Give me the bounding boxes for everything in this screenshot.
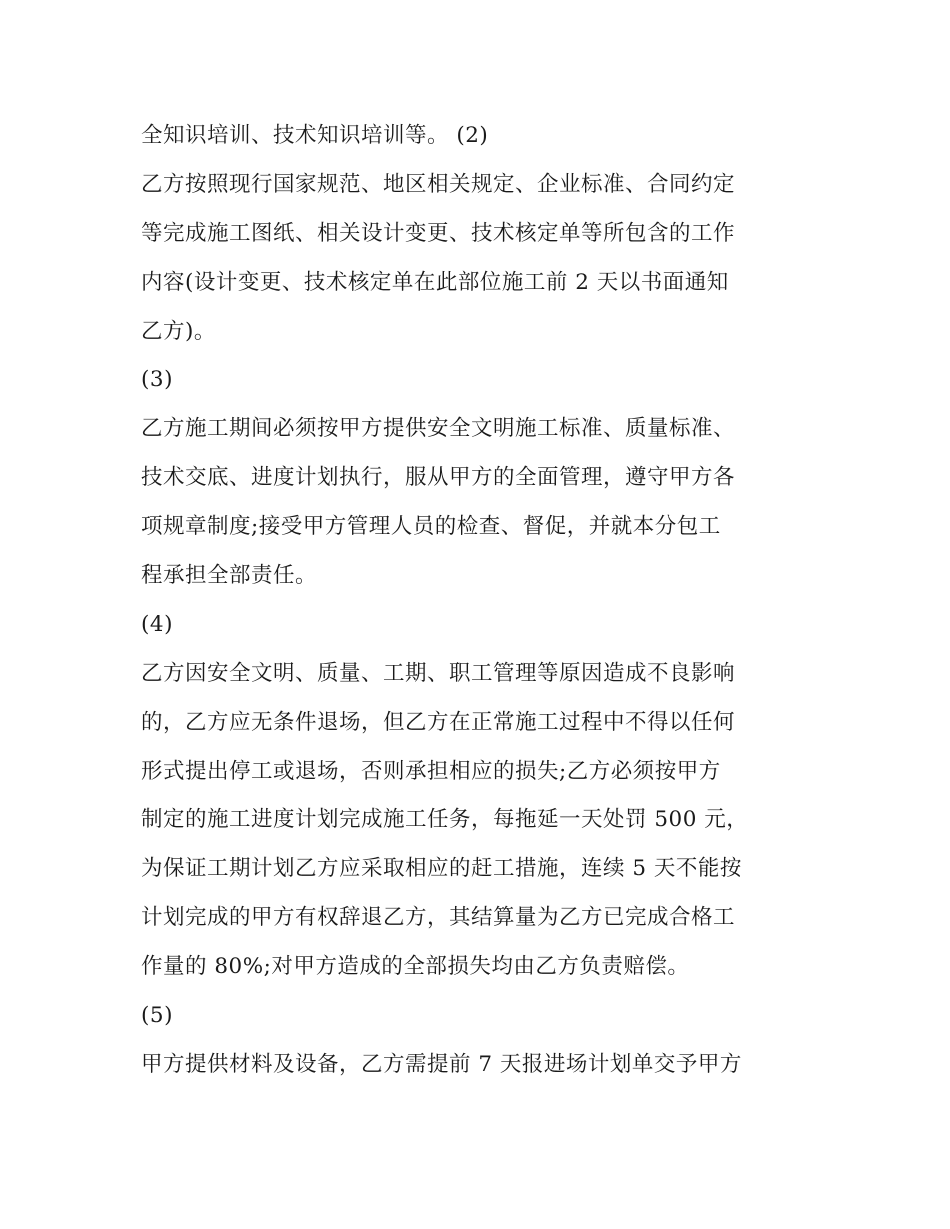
text-line: 乙方)。 xyxy=(141,318,216,344)
text-line: 项规章制度;接受甲方管理人员的检查、督促，并就本分包工 xyxy=(141,514,721,540)
text-line: 制定的施工进度计划完成施工任务，每拖延一天处罚 500 元， xyxy=(141,807,749,833)
text-line: 为保证工期计划乙方应采取相应的赶工措施，连续 5 天不能按 xyxy=(141,856,742,882)
text-line: 作量的 80%;对甲方造成的全部损失均由乙方负责赔偿。 xyxy=(141,954,690,980)
contract-text-body xyxy=(141,112,821,1090)
text-line: 乙方按照现行国家规范、地区相关规定、企业标准、合同约定 xyxy=(141,171,736,197)
clause-number: (3) xyxy=(141,367,173,393)
text-line: 的，乙方应无条件退场，但乙方在正常施工过程中不得以任何 xyxy=(141,709,736,735)
clause-number: (4) xyxy=(141,611,173,637)
text-line: 程承担全部责任。 xyxy=(141,563,318,589)
text-line: 甲方提供材料及设备，乙方需提前 7 天报进场计划单交予甲方 xyxy=(141,1051,742,1077)
text-line: 技术交底、进度计划执行，服从甲方的全面管理，遵守甲方各 xyxy=(141,465,736,491)
text-line: 乙方施工期间必须按甲方提供安全文明施工标准、质量标准、 xyxy=(141,416,736,442)
text-line: 计划完成的甲方有权辞退乙方，其结算量为乙方已完成合格工 xyxy=(141,905,736,931)
text-line: 等完成施工图纸、相关设计变更、技术核定单等所包含的工作 xyxy=(141,220,736,246)
clause-number: (5) xyxy=(141,1003,173,1029)
text-line: 乙方因安全文明、质量、工期、职工管理等原因造成不良影响 xyxy=(141,660,736,686)
text-line: 全知识培训、技术知识培训等。 (2) xyxy=(141,123,489,148)
text-line: 内容(设计变更、技术核定单在此部位施工前 2 天以书面通知 xyxy=(141,269,729,295)
text-line: 形式提出停工或退场，否则承担相应的损失;乙方必须按甲方 xyxy=(141,758,721,784)
